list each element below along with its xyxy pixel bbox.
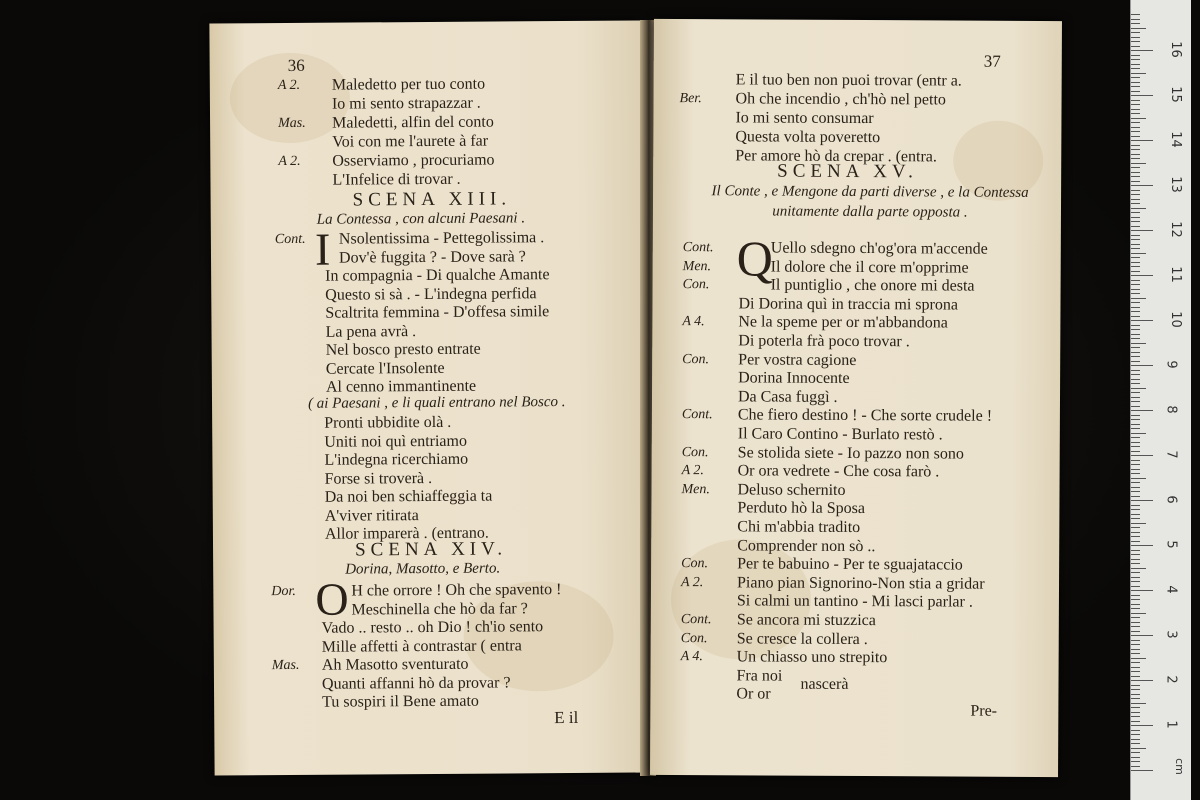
- ruler-tick: [1131, 14, 1140, 15]
- ruler-tick: [1131, 563, 1140, 564]
- ruler-tick: [1131, 302, 1140, 303]
- verse-line: Cercate l'Insolente: [325, 359, 445, 378]
- verse-line: Ah Masotto sventurato: [321, 655, 469, 674]
- verse-line: Uniti noi quì entriamo: [324, 432, 468, 451]
- ruler-tick: [1131, 131, 1140, 132]
- drop-cap: I: [314, 223, 331, 275]
- ruler-tick: [1131, 590, 1153, 591]
- verse-line: La pena avrà .: [325, 322, 417, 341]
- verse-line: Vado .. resto .. oh Dio ! ch'io sento: [321, 618, 544, 637]
- ruler-number: 9: [1163, 360, 1179, 369]
- ruler-number: 1: [1163, 720, 1179, 729]
- ruler-tick: [1131, 55, 1140, 56]
- ruler-tick: [1131, 239, 1140, 240]
- ruler-tick: [1131, 32, 1140, 33]
- scene-subtitle: La Contessa , con alcuni Paesani .: [316, 210, 526, 228]
- ruler-tick: [1131, 766, 1140, 767]
- verse-line: Dov'è fuggita ? - Dove sarà ?: [338, 247, 526, 267]
- ruler-tick: [1131, 212, 1140, 213]
- ruler-tick: [1131, 163, 1146, 164]
- ruler-tick: [1131, 113, 1140, 114]
- ruler-tick: [1131, 586, 1140, 587]
- ruler-tick: [1131, 100, 1140, 101]
- ruler-tick: [1131, 694, 1140, 695]
- ruler-number: 11: [1167, 266, 1183, 283]
- verse-line: Il puntiglio , che onore mi desta: [770, 276, 975, 295]
- verse-line: Or ora vedrete - Che cosa farò .: [737, 462, 940, 481]
- speaker-label: A 2.: [680, 574, 704, 590]
- ruler-tick: [1131, 406, 1140, 407]
- verse-line: Or or: [736, 685, 771, 703]
- ruler-tick: [1131, 167, 1140, 168]
- ruler-tick: [1131, 347, 1140, 348]
- ruler-tick: [1131, 518, 1140, 519]
- ruler-tick: [1131, 658, 1146, 659]
- ruler-tick: [1131, 275, 1153, 276]
- drop-cap: Q: [736, 230, 773, 287]
- ruler-tick: [1131, 253, 1146, 254]
- ruler-tick: [1131, 455, 1153, 456]
- stage-direction: ( ai Paesani , e li quali entrano nel Bosco .: [307, 394, 566, 412]
- ruler-number: 6: [1163, 495, 1179, 504]
- verse-line: Allor imparerà . (entrano.: [324, 524, 489, 543]
- ruler-tick: [1131, 617, 1140, 618]
- ruler-tick: [1131, 136, 1140, 137]
- ruler-tick: [1131, 554, 1140, 555]
- ruler-tick: [1131, 608, 1140, 609]
- ruler-tick: [1131, 667, 1140, 668]
- ruler-tick: [1131, 185, 1153, 186]
- ruler-tick: [1131, 752, 1140, 753]
- verse-line: Questo si sà . - L'indegna perfida: [325, 284, 537, 304]
- ruler-tick: [1131, 514, 1140, 515]
- speaker-label: Con.: [681, 556, 709, 572]
- ruler-tick: [1131, 388, 1146, 389]
- ruler-tick: [1131, 208, 1146, 209]
- ruler-tick: [1131, 248, 1140, 249]
- ruler-tick: [1131, 104, 1140, 105]
- ruler-tick: [1131, 473, 1140, 474]
- speaker-label: Con.: [680, 630, 708, 646]
- ruler-tick: [1131, 419, 1140, 420]
- speaker-label: Cont.: [680, 612, 712, 628]
- ruler-tick: [1131, 491, 1140, 492]
- ruler-tick: [1131, 199, 1140, 200]
- verse-line: Io mi sento consumar: [735, 109, 874, 128]
- ruler-tick: [1131, 226, 1140, 227]
- verse-line: Per te babuino - Per te sguajataccio: [737, 555, 963, 574]
- ruler-tick: [1131, 635, 1153, 636]
- catchword: Pre-: [970, 702, 998, 720]
- ruler-tick: [1131, 320, 1153, 321]
- verse-line: Scaltrita femmina - D'offesa simile: [325, 303, 550, 322]
- scene-heading: SCENA XIV.: [354, 538, 508, 561]
- verse-line: Da Casa fuggì .: [737, 388, 838, 406]
- ruler-tick: [1131, 572, 1140, 573]
- ruler-tick: [1131, 626, 1140, 627]
- ruler-number: 15: [1167, 86, 1183, 103]
- ruler-tick: [1131, 262, 1140, 263]
- ruler-tick: [1131, 532, 1140, 533]
- ruler-tick: [1131, 181, 1140, 182]
- verse-line: Nel bosco presto entrate: [325, 340, 481, 359]
- ruler-tick: [1131, 379, 1140, 380]
- ruler-tick: [1131, 631, 1140, 632]
- ruler-tick: [1131, 496, 1140, 497]
- ruler-tick: [1131, 685, 1140, 686]
- measurement-ruler: [1130, 0, 1191, 800]
- verse-line: Di poterla frà poco trovar .: [738, 332, 910, 351]
- ruler-tick: [1131, 365, 1153, 366]
- verse-line: Deluso schernito: [737, 481, 846, 499]
- verse-line: Di Dorina quì in traccia mi sprona: [738, 295, 959, 314]
- ruler-tick: [1131, 383, 1140, 384]
- ruler-tick: [1131, 644, 1140, 645]
- scene-heading: SCENA XIII.: [352, 188, 512, 211]
- verse-line: Fra noi: [736, 667, 783, 685]
- ruler-tick: [1131, 527, 1140, 528]
- ruler-tick: [1131, 370, 1140, 371]
- ruler-tick: [1131, 559, 1140, 560]
- ruler-tick: [1131, 374, 1140, 375]
- ruler-tick: [1131, 703, 1146, 704]
- ruler-number: 2: [1163, 675, 1179, 684]
- ruler-tick: [1131, 523, 1146, 524]
- ruler-tick: [1131, 410, 1153, 411]
- ruler-number: 8: [1163, 405, 1179, 414]
- ruler-tick: [1131, 721, 1140, 722]
- ruler-tick: [1131, 401, 1140, 402]
- scene-subtitle: Dorina, Masotto, e Berto.: [345, 560, 501, 578]
- ruler-tick: [1131, 154, 1140, 155]
- ruler-tick: [1131, 361, 1140, 362]
- ruler-tick: [1131, 73, 1146, 74]
- speaker-label: A 2.: [681, 463, 704, 479]
- verse-line: Al cenno immantinente: [325, 377, 477, 396]
- ruler-number: 13: [1167, 176, 1183, 193]
- verse-line: Oh che incendio , ch'hò nel petto: [735, 90, 946, 109]
- verse-line: Se ancora mi stuzzica: [736, 611, 876, 630]
- ruler-tick: [1131, 329, 1140, 330]
- ruler-tick: [1131, 464, 1140, 465]
- ruler-tick: [1131, 433, 1146, 434]
- ruler-tick: [1131, 550, 1140, 551]
- ruler-tick: [1131, 716, 1140, 717]
- ruler-tick: [1131, 460, 1140, 461]
- speaker-label: Cont.: [274, 231, 306, 248]
- ruler-tick: [1131, 469, 1140, 470]
- ruler-tick: [1131, 676, 1140, 677]
- ruler-tick: [1131, 82, 1140, 83]
- speaker-label: Con.: [681, 444, 709, 460]
- verse-line: Per amore hò da crepar . (entra.: [735, 147, 937, 166]
- ruler-tick: [1131, 338, 1140, 339]
- verse-line: Piano pian Signorino-Non stia a gridar: [736, 574, 985, 593]
- ruler-number: 3: [1163, 630, 1179, 639]
- ruler-tick: [1131, 743, 1140, 744]
- verse-line: H che orrore ! Oh che spavento !: [351, 581, 562, 600]
- ruler-tick: [1131, 244, 1140, 245]
- ruler-tick: [1131, 437, 1140, 438]
- scene-subtitle: Il Conte , e Mengone da parti diverse , e la Contessa unitamente dalla parte opposta .: [711, 183, 1029, 221]
- ruler-number: 10: [1167, 311, 1183, 328]
- verse-line: L'Infelice di trovar .: [332, 170, 461, 189]
- ruler-unit: cm: [1172, 758, 1186, 775]
- speaker-label: Men.: [681, 481, 710, 498]
- ruler-tick: [1131, 770, 1153, 771]
- ruler-tick: [1131, 140, 1153, 141]
- verse-line: A'viver ritirata: [324, 506, 419, 525]
- ruler-tick: [1131, 221, 1140, 222]
- ruler-tick: [1131, 653, 1140, 654]
- ruler-tick: [1131, 428, 1140, 429]
- verse-line: Da noi ben schiaffeggia ta: [324, 487, 493, 506]
- ruler-tick: [1131, 748, 1146, 749]
- scene-heading: SCENA XV.: [777, 160, 918, 183]
- verse-line: Maledetto per tuo conto: [331, 75, 486, 94]
- verse-line: Meschinella che hò da far ?: [351, 599, 528, 619]
- ruler-tick: [1131, 293, 1140, 294]
- verse-line: Forse si troverà .: [324, 469, 433, 488]
- ruler-tick: [1131, 325, 1140, 326]
- brace-text: nascerà: [800, 675, 849, 693]
- ruler-tick: [1131, 307, 1140, 308]
- ruler-number: 14: [1167, 131, 1183, 148]
- ruler-tick: [1131, 536, 1140, 537]
- ruler-tick: [1131, 41, 1140, 42]
- ruler-number: 7: [1163, 450, 1179, 459]
- verse-line: Il Caro Contino - Burlato restò .: [737, 425, 943, 444]
- ruler-tick: [1131, 482, 1140, 483]
- verse-line: Pronti ubbidite olà .: [324, 413, 452, 432]
- verse-line: Si calmi un tantino - Mi lasci parlar .: [736, 592, 973, 612]
- ruler-tick: [1131, 680, 1153, 681]
- ruler-tick: [1131, 118, 1146, 119]
- verse-line: Voi con me l'aurete à far: [332, 132, 489, 151]
- ruler-tick: [1131, 127, 1140, 128]
- ruler-tick: [1131, 19, 1140, 20]
- speaker-label: Cont.: [682, 240, 714, 256]
- ruler-number: 4: [1163, 585, 1179, 594]
- speaker-label: Mas.: [271, 657, 300, 674]
- speaker-label: Ber.: [679, 91, 702, 107]
- ruler-tick: [1131, 352, 1140, 353]
- ruler-tick: [1131, 478, 1146, 479]
- speaker-label: A 2.: [278, 153, 301, 170]
- verse-line: Osserviamo , procuriamo: [332, 151, 495, 170]
- verse-line: Per vostra cagione: [738, 350, 857, 369]
- page-number: 37: [983, 51, 1001, 71]
- ruler-tick: [1131, 392, 1140, 393]
- ruler-tick: [1131, 28, 1146, 29]
- speaker-label: Dor.: [271, 583, 296, 600]
- ruler-tick: [1131, 343, 1146, 344]
- ruler-tick: [1131, 190, 1140, 191]
- verse-line: Nsolentissima - Pettegolissima .: [338, 229, 545, 248]
- ruler-tick: [1131, 613, 1146, 614]
- ruler-tick: [1131, 730, 1140, 731]
- ruler-tick: [1131, 599, 1140, 600]
- ruler-tick: [1131, 397, 1140, 398]
- ruler-tick: [1131, 64, 1140, 65]
- ruler-tick: [1131, 266, 1140, 267]
- ruler-tick: [1131, 95, 1153, 96]
- page-number: 36: [287, 55, 305, 75]
- verse-line: Ne la speme per or m'abbandona: [738, 313, 948, 332]
- ruler-tick: [1131, 37, 1140, 38]
- ruler-tick: [1131, 298, 1146, 299]
- ruler-tick: [1131, 122, 1140, 123]
- ruler-tick: [1131, 505, 1140, 506]
- ruler-tick: [1131, 662, 1140, 663]
- ruler-tick: [1131, 59, 1140, 60]
- verse-line: Il dolore che il core m'opprime: [770, 258, 969, 277]
- ruler-number: 12: [1167, 221, 1183, 238]
- ruler-tick: [1131, 149, 1140, 150]
- ruler-tick: [1131, 334, 1140, 335]
- verse-line: Se cresce la collera .: [736, 629, 868, 648]
- ruler-tick: [1131, 271, 1140, 272]
- ruler-tick: [1131, 577, 1140, 578]
- ruler-tick: [1131, 689, 1140, 690]
- speaker-label: Con.: [682, 351, 710, 367]
- catchword: E il: [554, 707, 579, 728]
- speaker-label: Cont.: [681, 407, 713, 423]
- ruler-tick: [1131, 415, 1140, 416]
- ruler-tick: [1131, 356, 1140, 357]
- ruler-tick: [1131, 424, 1140, 425]
- verse-line: L'indegna ricerchiamo: [324, 450, 469, 469]
- speaker-label: A 4.: [680, 649, 703, 665]
- ruler-tick: [1131, 86, 1140, 87]
- ruler-tick: [1131, 581, 1140, 582]
- speaker-label: Con.: [682, 277, 710, 293]
- ruler-tick: [1131, 446, 1140, 447]
- ruler-tick: [1131, 176, 1140, 177]
- verse-line: Un chiasso uno strepito: [736, 648, 888, 667]
- ruler-tick: [1131, 761, 1140, 762]
- ruler-tick: [1131, 734, 1140, 735]
- ruler-tick: [1131, 545, 1153, 546]
- ruler-tick: [1131, 707, 1140, 708]
- verse-line: Questa volta poveretto: [735, 128, 881, 147]
- verse-line: Perduto hò la Sposa: [737, 499, 866, 518]
- verse-line: Comprender non sò ..: [737, 536, 876, 555]
- ruler-tick: [1131, 158, 1140, 159]
- ruler-tick: [1131, 604, 1140, 605]
- right-page: [650, 19, 1062, 777]
- verse-line: Dorina Innocente: [738, 369, 850, 388]
- left-page: [209, 21, 646, 776]
- verse-line: Che fiero destino ! - Che sorte crudele !: [737, 406, 993, 426]
- ruler-tick: [1131, 68, 1140, 69]
- ruler-tick: [1131, 725, 1153, 726]
- verse-line: Chi m'abbia tradito: [737, 518, 861, 537]
- verse-line: Mille affetti à contrastar ( entra: [321, 636, 522, 656]
- ruler-tick: [1131, 640, 1140, 641]
- ruler-tick: [1131, 739, 1140, 740]
- ruler-number: 5: [1163, 540, 1179, 549]
- ruler-tick: [1131, 91, 1140, 92]
- ruler-tick: [1131, 203, 1140, 204]
- ruler-tick: [1131, 671, 1140, 672]
- ruler-tick: [1131, 235, 1140, 236]
- verse-line: Tu sospiri il Bene amato: [322, 692, 479, 711]
- ruler-tick: [1131, 568, 1146, 569]
- ruler-tick: [1131, 109, 1140, 110]
- ruler-tick: [1131, 77, 1140, 78]
- ruler-tick: [1131, 172, 1140, 173]
- ruler-tick: [1131, 316, 1140, 317]
- ruler-tick: [1131, 145, 1140, 146]
- ruler-tick: [1131, 649, 1140, 650]
- ruler-tick: [1131, 487, 1140, 488]
- verse-line: E il tuo ben non puoi trovar (entr a.: [735, 71, 962, 90]
- ruler-tick: [1131, 230, 1153, 231]
- verse-line: In compagnia - Di qualche Amante: [325, 266, 550, 285]
- ruler-tick: [1131, 23, 1140, 24]
- ruler-tick: [1131, 509, 1140, 510]
- speaker-label: Men.: [682, 258, 712, 274]
- ruler-tick: [1131, 622, 1140, 623]
- speaker-label: A 4.: [682, 314, 705, 330]
- ruler-tick: [1131, 284, 1140, 285]
- ruler-number: 16: [1167, 41, 1183, 58]
- ruler-tick: [1131, 217, 1140, 218]
- ruler-tick: [1131, 257, 1140, 258]
- ruler-tick: [1131, 595, 1140, 596]
- ruler-tick: [1131, 50, 1153, 51]
- ruler-tick: [1131, 280, 1140, 281]
- speaker-label: Mas.: [278, 115, 306, 132]
- ruler-tick: [1131, 712, 1140, 713]
- ruler-tick: [1131, 757, 1140, 758]
- verse-line: Uello sdegno ch'og'ora m'accende: [770, 239, 988, 258]
- ruler-tick: [1131, 541, 1140, 542]
- verse-line: Io mi sento strapazzar .: [331, 94, 481, 113]
- verse-line: Quanti affanni hò da provar ?: [321, 673, 511, 693]
- verse-line: Se stolida siete - Io pazzo non sono: [737, 443, 964, 463]
- ruler-tick: [1131, 442, 1140, 443]
- verse-line: Maledetti, alfin del conto: [332, 113, 494, 132]
- ruler-tick: [1131, 46, 1140, 47]
- speaker-label: A 2.: [277, 77, 301, 94]
- ruler-tick: [1131, 311, 1140, 312]
- ruler-tick: [1131, 289, 1140, 290]
- drop-cap: O: [315, 573, 349, 625]
- ruler-tick: [1131, 500, 1153, 501]
- ruler-tick: [1131, 698, 1140, 699]
- ruler-tick: [1131, 194, 1140, 195]
- ruler-tick: [1131, 451, 1140, 452]
